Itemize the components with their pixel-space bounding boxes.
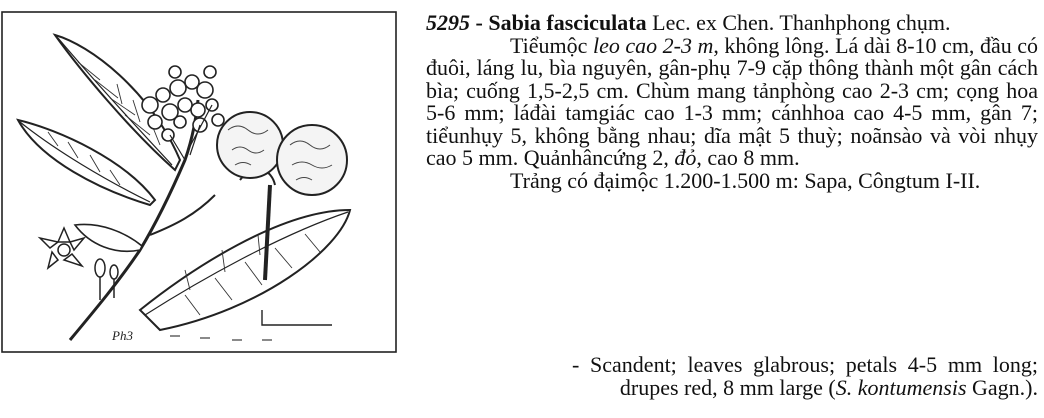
entry-number: 5295 [426,10,470,35]
entry-header [426,12,1038,35]
botanical-illustration [0,10,400,355]
leaf-lower [140,210,350,330]
english-part2: Gagn.). [966,374,1038,400]
description-habit: leo cao 2-3 m [592,32,714,58]
english-summary [432,354,1038,399]
scientific-name: Sabia fasciculata [488,10,647,35]
leaf-left [18,120,155,205]
scale-bar [262,310,332,325]
flower-detail [40,228,84,268]
description-fruit-color: đỏ [674,145,697,170]
description-part1: Tiểumộc [510,32,593,58]
entry-separator: - [470,10,489,35]
entry-author: Lec. ex Chen. Thanhphong chụm. [646,10,951,35]
species-description [426,12,1038,192]
description-part2: , không lông. Lá dài 8-10 cm, đầu có đuôi, láng lu, bìa nguyên, gân-phụ 7-9 cặp thông thành một gân cách bìa; cuống 1,5-2,5 cm. Chùm mang tảnphòng cao 2-3 cm; cọng hoa 5-6 mm; láđài tamgiác cao 1-3 mm; cánhhoa cao 4-5 mm, gân 7; tiểunhụy 5, không bằng nhau; dĩa mật 5 thuỳ; noãnsào và vòi nhụy cao 5 mm. Quảnhâncứng 2, [426,32,1039,170]
distribution-paragraph: Trảng có đạimộc 1.200-1.500 m: Sapa, Côngtum I-II. [510,167,981,193]
bottom-dashes [170,336,272,340]
illustrator-signature: Ph3 [112,328,133,343]
description-paragraph [426,32,1039,170]
english-paragraph [432,354,1038,399]
english-species: S. kontumensis [835,374,967,400]
english-part1: - Scandent; leaves glabrous; petals 4-5 mm long; drupes red, 8 mm large ( [572,352,1038,400]
description-part3: , cao 8 mm. [696,145,800,170]
